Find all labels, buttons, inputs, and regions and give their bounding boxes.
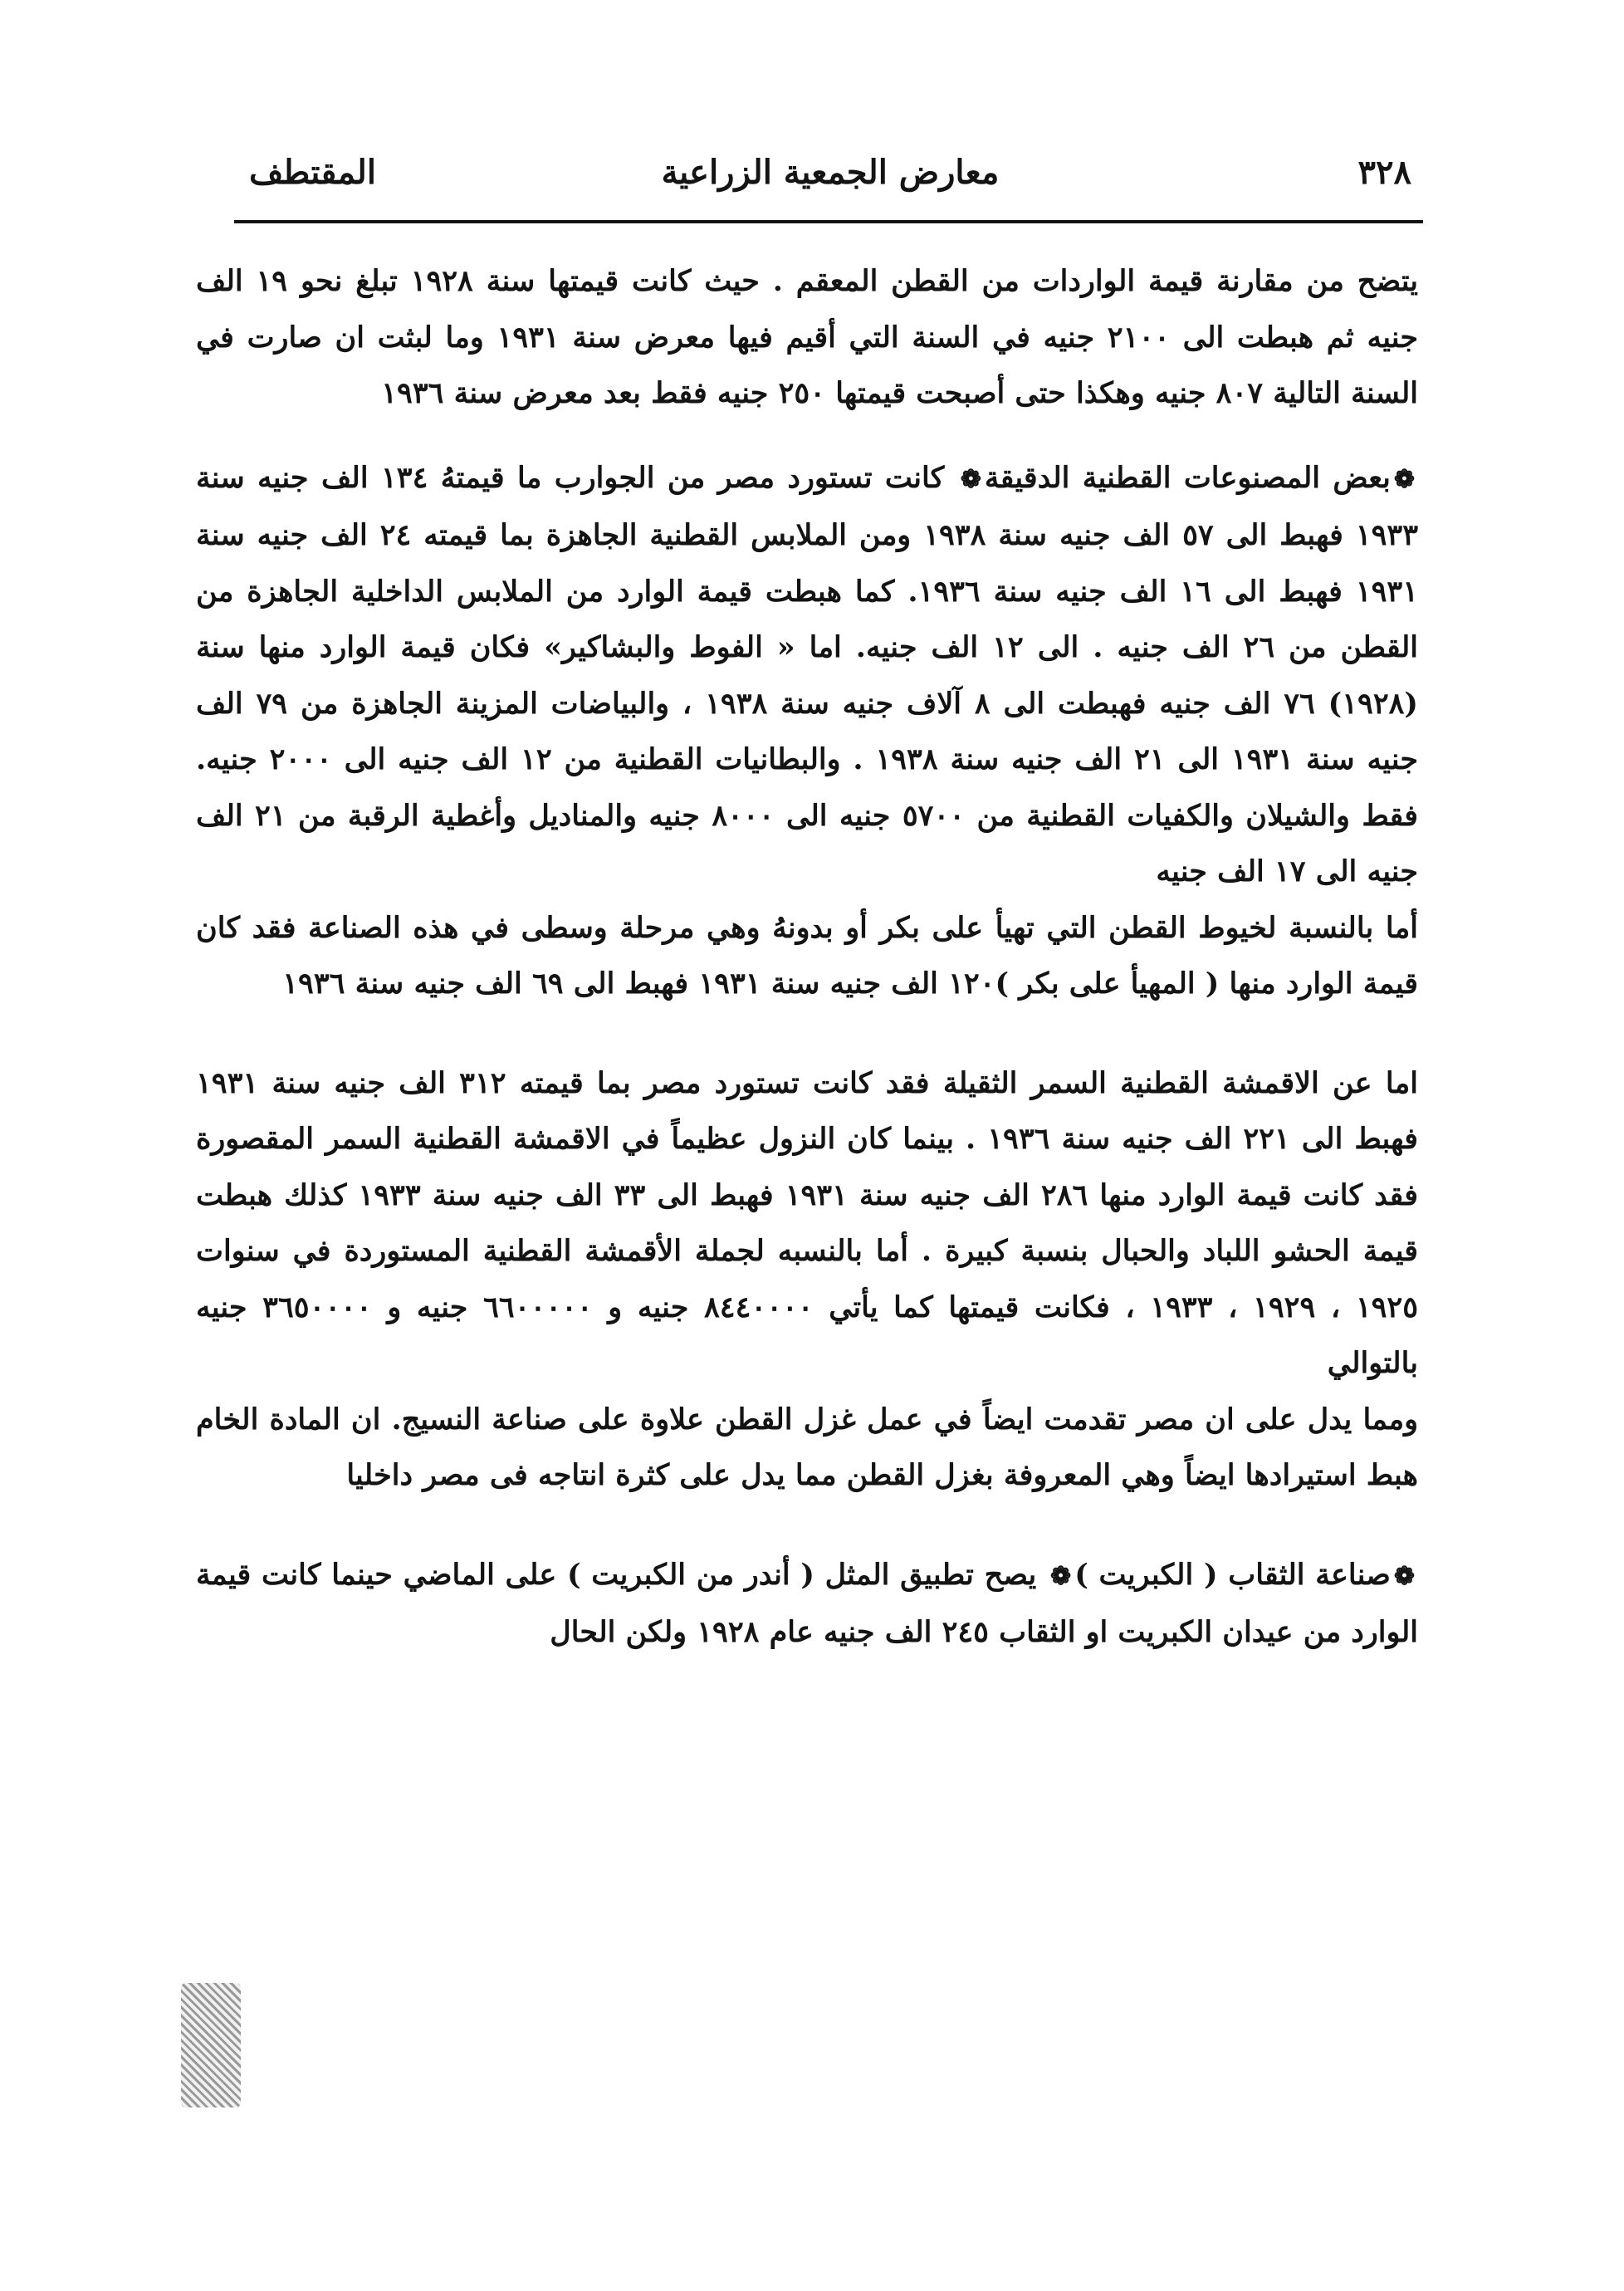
- paragraph-cotton-imports: [196, 253, 1418, 422]
- section-title: معارض الجمعية الزراعية: [661, 153, 1000, 192]
- paragraph-text: يتضح من مقارنة قيمة الواردات من القطن المعقم . حيث كانت قيمتها سنة ١٩٢٨ تبلغ نحو ١٩ الف جنيه ثم هبطت الى ٢١٠٠ جنيه في السنة التي أقيم فيها معرض سنة ١٩٣١ وما لبثت ان صارت في السنة التالية ٨٠٧ جنيه وهكذا حتى أصبحت قيمتها ٢٥٠ جنيه فقط بعد معرض سنة ١٩٣٦: [196, 264, 1419, 410]
- paragraph-text: أما بالنسبة لخيوط القطن التي تهيأ على بكر أو بدونهُ وهي مرحلة وسطى في هذه الصناعة فقد كان قيمة الوارد منها ( المهيأ على بكر )١٢٠ الف جنيه سنة ١٩٣١ فهبط الى ٦٩ الف جنيه سنة ١٩٣٦: [196, 910, 1418, 1001]
- paragraph-spinning: [196, 1392, 1418, 1504]
- paragraph-text: كانت تستورد مصر من الجوارب ما قيمتهُ ١٣٤ الف جنيه سنة ١٩٣٣ فهبط الى ٥٧ الف جنيه سنة ١٩٣٨ ومن الملابس القطنية الجاهزة بما قيمته ٢٤ الف جنيه سنة ١٩٣١ فهبط الى ١٦ الف جنيه سنة ١٩٣٦. كما هبطت قيمة الوارد من الملابس الداخلية الجاهزة من القطن من ٢٦ الف جنيه . الى ١٢ الف جنيه. اما « الفوط والبشاكير» فكان قيمة الوارد منها سنة (١٩٢٨) ٧٦ الف جنيه فهبطت الى ٨ آلاف جنيه سنة ١٩٣٨ ، والبياضات المزينة الجاهزة من ٧٩ الف جنيه سنة ١٩٣١ الى ٢١ الف جنيه سنة ١٩٣٨ . والبطانيات القطنية من ١٢ الف جنيه الى ٢٠٠٠ جنيه. فقط والشيلان والكفيات القطنية من ٥٧٠٠ جنيه الى ٨٠٠٠ جنيه والمناديل وأغطية الرقبة من ٢١ الف جنيه الى ١٧ الف جنيه: [196, 460, 1419, 888]
- paragraph-cotton-yarn: [196, 900, 1418, 1012]
- header-rule: [234, 220, 1423, 223]
- ornament-close: ❁: [960, 464, 981, 494]
- ornament-close: ❁: [1050, 1561, 1072, 1591]
- ornament-open: ❁: [1393, 1561, 1416, 1591]
- ornament-open: ❁: [1393, 464, 1415, 494]
- paragraph-text: يصح تطبيق المثل ( أندر من الكبريت ) على الماضي حينما كانت قيمة الوارد من عيدان الكبريت او الثقاب ٢٤٥ الف جنيه عام ١٩٢٨ ولكن الحال: [196, 1557, 1418, 1649]
- journal-name: المقتطف: [249, 153, 376, 192]
- section-lead: صناعة الثقاب ( الكبريت ): [1074, 1557, 1391, 1592]
- article-body: [196, 253, 1418, 1661]
- paragraph-heavy-fabrics: [196, 1055, 1418, 1392]
- paragraph-matches: [196, 1547, 1418, 1661]
- section-lead: بعض المصنوعات القطنية الدقيقة: [984, 460, 1391, 495]
- paragraph-text: ومما يدل على ان مصر تقدمت ايضاً في عمل غزل القطن علاوة على صناعة النسيج. ان المادة الخام هبط استيرادها ايضاً وهي المعروفة بغزل القطن مما يدل على كثرة انتاجه فى مصر داخليا: [196, 1402, 1418, 1492]
- running-header: [249, 148, 1411, 206]
- paragraph-fine-cotton-goods: [196, 450, 1418, 900]
- paragraph-text: اما عن الاقمشة القطنية السمر الثقيلة فقد كانت تستورد مصر بما قيمته ٣١٢ الف جنيه سنة ١٩٣١ فهبط الى ٢٢١ الف جنيه سنة ١٩٣٦ . بينما كان النزول عظيماً في الاقمشة القطنية السمر المقصورة فقد كانت قيمة الوارد منها ٢٨٦ الف جنيه سنة ١٩٣١ فهبط الى ٣٣ الف جنيه سنة ١٩٣٣ كذلك هبطت قيمة الحشو اللباد والحبال بنسبة كبيرة . أما بالنسبه لجملة الأقمشة القطنية المستوردة في سنوات ١٩٢٥ ، ١٩٢٩ ، ١٩٣٣ ، فكانت قيمتها كما يأتي ٨٤٤٠٠٠٠ جنيه و ٦٦٠٠٠٠٠ جنيه و ٣٦٥٠٠٠٠ جنيه بالتوالي: [196, 1065, 1419, 1380]
- page-number: ٣٢٨: [1357, 153, 1411, 192]
- library-stamp-mark: [181, 1983, 241, 2107]
